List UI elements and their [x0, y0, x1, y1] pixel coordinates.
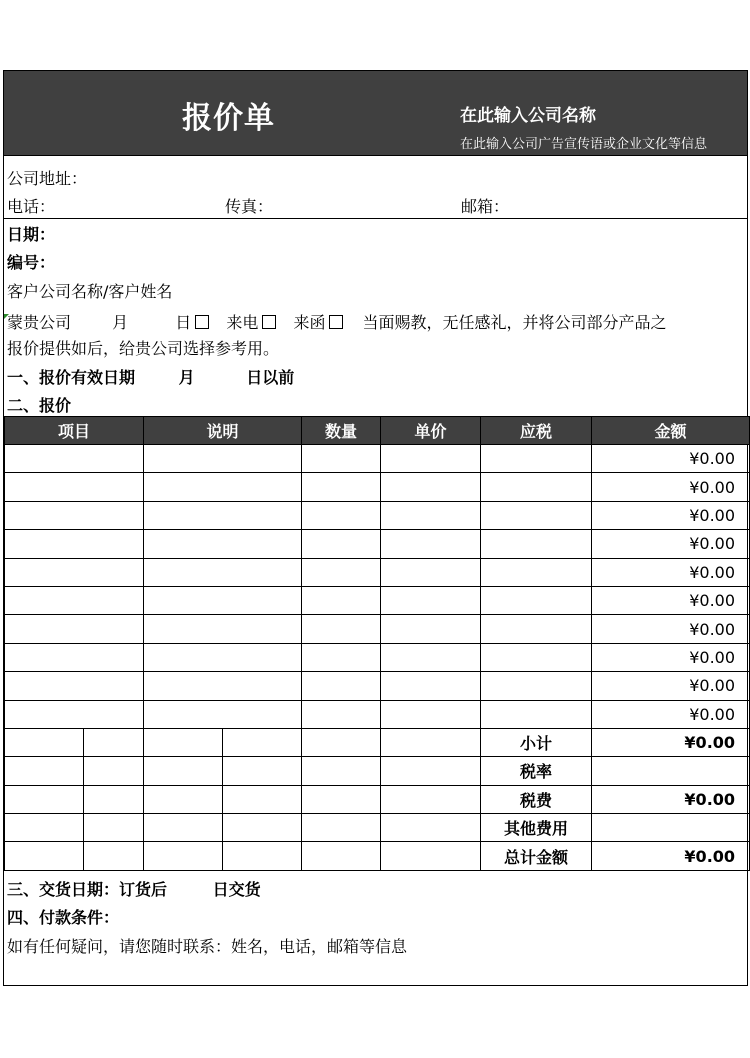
table-cell[interactable] [302, 643, 381, 671]
table-cell[interactable] [5, 501, 144, 529]
column-header: 单价 [381, 417, 481, 445]
table-cell[interactable] [381, 558, 481, 586]
phone-label: 电话： [7, 197, 56, 216]
table-cell[interactable] [5, 558, 144, 586]
summary-blank-cell[interactable] [381, 728, 481, 756]
contact-info[interactable]: 如有任何疑问，请您随时联系：姓名，电话，邮箱等信息 [7, 937, 408, 956]
email-label: 邮箱： [461, 197, 510, 216]
amount-cell[interactable]: ¥0.00 [592, 672, 750, 700]
summary-blank-cell[interactable] [302, 842, 381, 870]
table-cell[interactable] [144, 672, 302, 700]
table-cell[interactable] [481, 530, 592, 558]
summary-label: 总计金额 [481, 842, 592, 870]
summary-blank-cell[interactable] [84, 785, 144, 813]
table-cell[interactable] [481, 473, 592, 501]
column-header: 应税 [481, 417, 592, 445]
customer-name[interactable]: 客户公司名称/客户姓名 [7, 282, 173, 301]
summary-value[interactable] [592, 757, 750, 785]
delivery-line [7, 877, 261, 900]
column-header: 数量 [302, 417, 381, 445]
table-cell[interactable] [302, 700, 381, 728]
table-cell[interactable] [481, 558, 592, 586]
summary-label: 小计 [481, 728, 592, 756]
greeting-prefix: 蒙贵公司 [7, 313, 72, 332]
table-cell[interactable] [144, 558, 302, 586]
date-label: 日期： [7, 225, 56, 244]
amount-cell[interactable]: ¥0.00 [592, 643, 750, 671]
quote-table [4, 416, 750, 871]
validity-line [7, 365, 294, 388]
table-cell[interactable] [481, 501, 592, 529]
table-cell[interactable] [144, 445, 302, 473]
table-row [5, 586, 750, 614]
table-cell[interactable] [481, 643, 592, 671]
summary-blank-cell[interactable] [302, 728, 381, 756]
table-row [5, 643, 750, 671]
table-cell[interactable] [302, 473, 381, 501]
table-cell[interactable] [144, 501, 302, 529]
greeting-call: 来电 [226, 313, 259, 332]
quotation-body [3, 156, 748, 986]
summary-blank-cell[interactable] [223, 842, 302, 870]
summary-blank-cell[interactable] [84, 728, 144, 756]
table-cell[interactable] [481, 586, 592, 614]
summary-blank-cell[interactable] [381, 785, 481, 813]
summary-label: 税费 [481, 785, 592, 813]
table-row [5, 445, 750, 473]
amount-cell[interactable]: ¥0.00 [592, 501, 750, 529]
page-title: 报价单 [182, 101, 275, 136]
greeting-line-1 [7, 310, 667, 333]
summary-blank-cell[interactable] [223, 814, 302, 842]
summary-value[interactable]: ¥0.00 [592, 842, 750, 870]
table-cell[interactable] [144, 586, 302, 614]
table-cell[interactable] [5, 586, 144, 614]
summary-blank-cell[interactable] [144, 842, 223, 870]
summary-blank-cell[interactable] [302, 814, 381, 842]
summary-blank-cell[interactable] [381, 757, 481, 785]
section-quote-heading: 二、报价 [7, 396, 72, 415]
amount-cell[interactable]: ¥0.00 [592, 700, 750, 728]
validity-suffix: 日以前 [246, 368, 295, 387]
table-cell[interactable] [5, 672, 144, 700]
table-cell[interactable] [144, 473, 302, 501]
summary-label: 税率 [481, 757, 592, 785]
payment-terms: 四、付款条件： [7, 908, 120, 927]
table-cell[interactable] [302, 530, 381, 558]
amount-cell[interactable]: ¥0.00 [592, 530, 750, 558]
amount-cell[interactable]: ¥0.00 [592, 586, 750, 614]
table-cell[interactable] [381, 586, 481, 614]
summary-value[interactable]: ¥0.00 [592, 728, 750, 756]
summary-blank-cell[interactable] [84, 814, 144, 842]
table-cell[interactable] [302, 672, 381, 700]
table-row [5, 473, 750, 501]
table-cell[interactable] [144, 615, 302, 643]
header-banner [3, 70, 748, 156]
table-cell[interactable] [381, 615, 481, 643]
table-cell[interactable] [381, 501, 481, 529]
delivery-prefix: 三、交货日期：订货后 [7, 880, 168, 899]
summary-blank-cell[interactable] [223, 728, 302, 756]
summary-blank-cell[interactable] [144, 728, 223, 756]
greeting-day: 日 [175, 313, 192, 332]
table-cell[interactable] [302, 615, 381, 643]
table-cell[interactable] [302, 445, 381, 473]
table-row [5, 530, 750, 558]
table-cell[interactable] [381, 445, 481, 473]
table-cell[interactable] [5, 445, 144, 473]
day-checkbox[interactable] [195, 315, 209, 329]
summary-row [5, 842, 750, 870]
table-cell[interactable] [5, 473, 144, 501]
summary-blank-cell[interactable] [84, 757, 144, 785]
summary-label: 其他费用 [481, 814, 592, 842]
company-slogan[interactable]: 在此输入公司广告宣传语或企业文化等信息 [460, 137, 708, 152]
summary-blank-cell[interactable] [84, 842, 144, 870]
table-cell[interactable] [5, 700, 144, 728]
number-label: 编号： [7, 253, 56, 272]
summary-value[interactable]: ¥0.00 [592, 785, 750, 813]
column-header: 金额 [592, 417, 750, 445]
summary-blank-cell[interactable] [144, 757, 223, 785]
table-header-row [5, 417, 750, 445]
summary-blank-cell[interactable] [144, 785, 223, 813]
summary-blank-cell[interactable] [5, 814, 84, 842]
amount-cell[interactable]: ¥0.00 [592, 445, 750, 473]
amount-cell[interactable]: ¥0.00 [592, 615, 750, 643]
table-row [5, 558, 750, 586]
amount-cell[interactable]: ¥0.00 [592, 473, 750, 501]
column-header: 说明 [144, 417, 302, 445]
table-cell[interactable] [381, 473, 481, 501]
summary-blank-cell[interactable] [381, 842, 481, 870]
divider [4, 218, 748, 219]
table-cell[interactable] [481, 615, 592, 643]
validity-month: 月 [178, 368, 195, 387]
table-cell[interactable] [144, 643, 302, 671]
letter-checkbox[interactable] [329, 315, 343, 329]
table-cell[interactable] [144, 530, 302, 558]
summary-row [5, 814, 750, 842]
table-cell[interactable] [302, 501, 381, 529]
table-cell[interactable] [144, 700, 302, 728]
table-cell[interactable] [381, 530, 481, 558]
table-cell[interactable] [381, 700, 481, 728]
summary-row [5, 757, 750, 785]
delivery-suffix: 日交货 [212, 880, 261, 899]
table-row [5, 501, 750, 529]
table-cell[interactable] [481, 672, 592, 700]
greeting-line-2: 报价提供如后，给贵公司选择参考用。 [7, 339, 280, 358]
address-label: 公司地址： [7, 169, 88, 188]
table-cell[interactable] [5, 615, 144, 643]
summary-blank-cell[interactable] [144, 814, 223, 842]
summary-blank-cell[interactable] [5, 757, 84, 785]
summary-blank-cell[interactable] [5, 728, 84, 756]
table-cell[interactable] [5, 643, 144, 671]
summary-value[interactable] [592, 814, 750, 842]
greeting-letter: 来函 [293, 313, 326, 332]
greeting-suffix: 当面赐教，无任感礼，并将公司部分产品之 [362, 313, 667, 332]
greeting-month: 月 [112, 313, 129, 332]
summary-blank-cell[interactable] [302, 757, 381, 785]
table-cell[interactable] [381, 643, 481, 671]
fax-label: 传真： [225, 197, 274, 216]
company-name[interactable]: 在此输入公司名称 [460, 106, 596, 126]
summary-row [5, 728, 750, 756]
summary-blank-cell[interactable] [302, 785, 381, 813]
summary-blank-cell[interactable] [5, 785, 84, 813]
table-cell[interactable] [302, 558, 381, 586]
summary-row [5, 785, 750, 813]
validity-prefix: 一、报价有效日期 [7, 368, 136, 387]
table-row [5, 672, 750, 700]
summary-blank-cell[interactable] [381, 814, 481, 842]
column-header: 项目 [5, 417, 144, 445]
table-cell[interactable] [381, 672, 481, 700]
summary-blank-cell[interactable] [223, 785, 302, 813]
table-cell[interactable] [481, 445, 592, 473]
table-cell[interactable] [5, 530, 144, 558]
table-cell[interactable] [302, 586, 381, 614]
summary-blank-cell[interactable] [223, 757, 302, 785]
amount-cell[interactable]: ¥0.00 [592, 558, 750, 586]
table-row [5, 700, 750, 728]
summary-blank-cell[interactable] [5, 842, 84, 870]
table-cell[interactable] [481, 700, 592, 728]
quotation-sheet [3, 70, 748, 986]
table-row [5, 615, 750, 643]
call-checkbox[interactable] [262, 315, 276, 329]
